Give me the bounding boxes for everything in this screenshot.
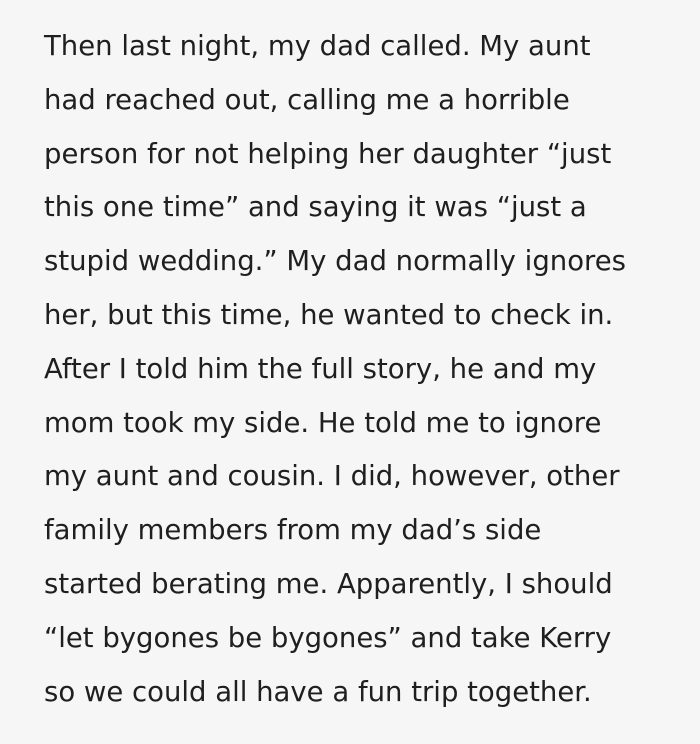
text-line: stupid wedding.” My dad normally ignores (44, 245, 626, 278)
story-paragraph (44, 20, 684, 719)
text-line: started berating me. Apparently, I should (44, 567, 613, 600)
text-line: her, but this time, he wanted to check in. (44, 298, 614, 331)
text-line: After I told him the full story, he and my (44, 352, 597, 385)
text-line: Then last night, my dad called. My aunt (44, 30, 591, 62)
text-line: family members from my dad’s side (44, 514, 542, 547)
text-line: “let bygones be bygones” and take Kerry (44, 621, 612, 654)
text-line: this one time” and saying it was “just a (44, 191, 587, 224)
text-line: had reached out, calling me a horrible (44, 83, 570, 116)
text-line: mom took my side. He told me to ignore (44, 406, 602, 439)
text-line: so we could all have a fun trip together. (44, 675, 592, 708)
text-line: person for not helping her daughter “just (44, 137, 612, 170)
text-line: my aunt and cousin. I did, however, other (44, 460, 620, 493)
